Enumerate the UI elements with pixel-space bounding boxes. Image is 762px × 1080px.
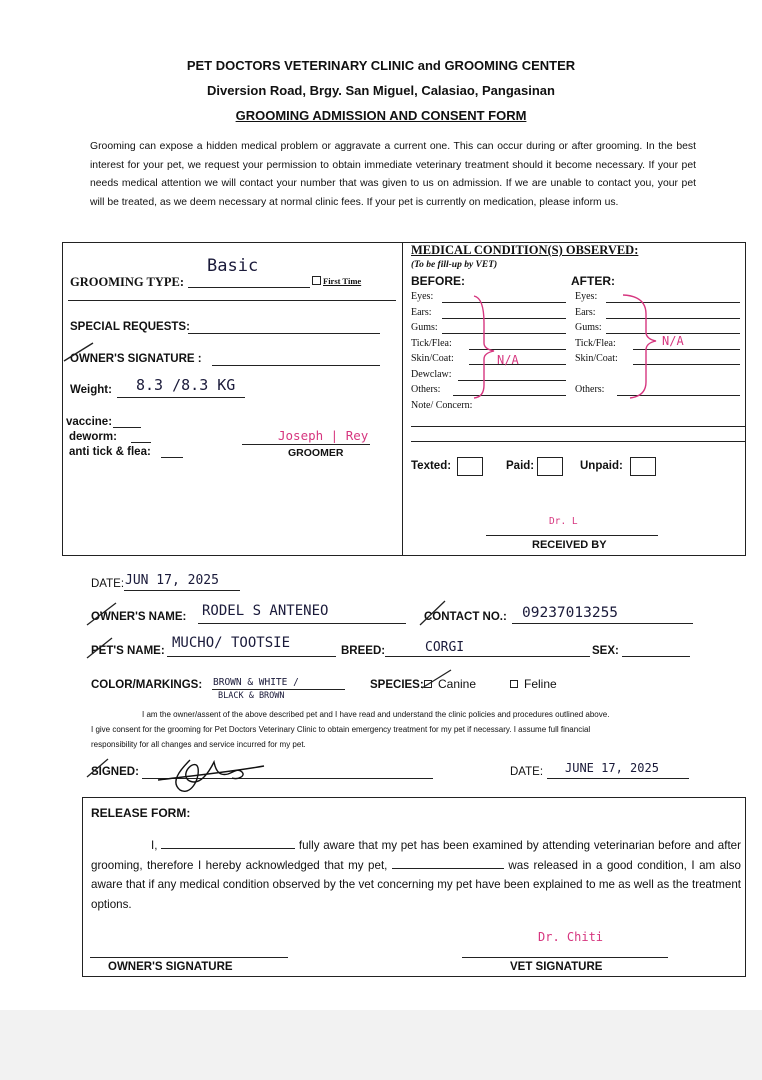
after-item-label: Tick/Flea: [575, 337, 616, 349]
paid-checkbox[interactable] [537, 457, 563, 476]
owner-signature-field[interactable] [212, 365, 380, 366]
special-requests-label: SPECIAL REQUESTS: [70, 321, 190, 333]
before-item-label: Eyes: [411, 291, 434, 302]
owner-name-label: OWNER'S NAME: [91, 611, 187, 623]
consent-line-1: I am the owner/assent of the above described pet and I have read and understand the clinic policies and procedures outlined above. [142, 710, 610, 719]
intro-paragraph: Grooming can expose a hidden medical problem or aggravate a current one. This can occur during or after grooming. In the best interest for your pet, we request your permission to obtain immediate veterinary treatment should it become necessary. If your pet needs medical attention we will contact your number that was given to us on admission. If we are unable to contact you, your pet will be treated, as we deem necessary at normal clinic fees. If your pet is currently on medication, please inform us. [90, 141, 696, 208]
release-text-1: I, [151, 839, 158, 852]
check-mark-icon [85, 600, 119, 628]
before-item-field[interactable] [442, 302, 566, 303]
date-value[interactable]: JUN 17, 2025 [125, 573, 219, 588]
form-title: GROOMING ADMISSION AND CONSENT FORM [235, 108, 527, 123]
after-item-label: Gums: [575, 322, 602, 333]
vaccine-label: vaccine: [66, 416, 113, 428]
after-na[interactable]: N/A [662, 334, 684, 348]
before-heading: BEFORE: [411, 274, 465, 288]
release-owner-signature-label: OWNER'S SIGNATURE [108, 961, 233, 973]
signed-label: SIGNED: [91, 766, 139, 778]
check-mark-icon [85, 635, 115, 661]
before-item-label: Tick/Flea: [411, 337, 452, 349]
release-text-3: was released in a good condition, I am also aware that if any medical condition observed by the vet concerning my pet have been explained to me as well as the treatment options. [91, 858, 741, 911]
before-item-label: Note/ Concern: [411, 399, 473, 411]
before-item-field[interactable] [442, 318, 566, 319]
release-paragraph [91, 836, 741, 914]
release-owner-signature-field[interactable] [90, 957, 288, 958]
received-by-label: RECEIVED BY [532, 539, 607, 551]
breed-value[interactable]: CORGI [425, 640, 465, 655]
before-item-label: Skin/Coat: [411, 353, 454, 364]
sex-label: SEX: [592, 645, 619, 657]
consent-line-2: I give consent for the grooming for Pet Doctors Veterinary Clinic to obtain emergency treatment for my pet if necessary. I assume full financial [91, 725, 591, 734]
unpaid-label: Unpaid: [580, 460, 623, 472]
deworm-label: deworm: [69, 431, 117, 443]
before-item-label: Ears: [411, 306, 432, 318]
groomer-label: GROOMER [288, 447, 344, 459]
sex-field[interactable] [622, 656, 690, 657]
check-mark-icon [85, 756, 111, 780]
after-bracket [620, 292, 660, 400]
after-item-label: Others: [575, 384, 605, 395]
section-divider [402, 242, 403, 556]
color-value-1[interactable]: BROWN & WHITE / [213, 677, 299, 688]
before-item-label: Gums: [411, 322, 438, 333]
contact-label: CONTACT NO.: [424, 611, 507, 623]
feline-label: Feline [524, 677, 557, 691]
unpaid-checkbox[interactable] [630, 457, 656, 476]
texted-label: Texted: [411, 460, 452, 472]
first-time-checkbox[interactable] [312, 276, 321, 285]
signed-date-value[interactable]: JUNE 17, 2025 [565, 761, 659, 775]
check-mark-icon [418, 598, 448, 628]
before-na[interactable]: N/A [497, 353, 519, 367]
color-label: COLOR/MARKINGS: [91, 679, 203, 691]
grooming-type-label: GROOMING TYPE: [70, 275, 185, 289]
vet-signature-label: VET SIGNATURE [510, 961, 603, 973]
before-bracket [470, 293, 500, 401]
owner-signature-label: OWNER'S SIGNATURE : [70, 353, 202, 365]
release-text-2: fully aware that my pet has been examined by attending veterinarian before and after grooming, therefore I hereby acknowledged that my pet, [91, 839, 741, 872]
texted-checkbox[interactable] [457, 457, 483, 476]
check-mark-icon [62, 340, 96, 364]
vet-signature-value[interactable]: Dr. Chiti [538, 930, 604, 944]
date-label: DATE: [91, 578, 125, 590]
first-time-label: First Time [323, 276, 362, 286]
owner-name-value[interactable]: RODEL S ANTENEO [202, 603, 329, 619]
before-item-field[interactable] [442, 333, 566, 334]
feline-checkbox[interactable] [510, 680, 518, 688]
special-requests-field[interactable] [188, 333, 380, 334]
after-heading: AFTER: [571, 274, 615, 288]
medical-subtitle: (To be fill-up by VET) [411, 260, 498, 270]
breed-label: BREED: [341, 645, 386, 657]
before-item-label: Others: [411, 384, 441, 395]
pet-name-value[interactable]: MUCHO/ TOOTSIE [172, 635, 291, 651]
grooming-type-value[interactable]: Basic [207, 256, 259, 276]
received-by-signature[interactable]: Dr. L [549, 516, 578, 527]
canine-label: Canine [438, 677, 477, 691]
groomer-name[interactable]: Joseph | Rey [278, 428, 369, 443]
before-item-label: Dewclaw: [411, 368, 452, 380]
signed-date-label: DATE: [510, 766, 544, 778]
owner-signature-drawing[interactable] [150, 750, 270, 798]
after-item-label: Skin/Coat: [575, 353, 618, 364]
weight-label: Weight: [70, 384, 112, 396]
anti-tick-label: anti tick & flea: [69, 446, 151, 458]
contact-value[interactable]: 09237013255 [522, 605, 619, 621]
release-name-blank[interactable] [161, 837, 295, 849]
pet-name-label: PET'S NAME: [91, 645, 165, 657]
after-item-label: Ears: [575, 306, 596, 318]
release-form-title: RELEASE FORM: [91, 806, 191, 820]
clinic-address: Diversion Road, Brgy. San Miguel, Calasiao, Pangasinan [207, 83, 555, 98]
weight-value[interactable]: 8.3 /8.3 KG [136, 376, 236, 394]
after-item-label: Eyes: [575, 291, 598, 302]
paid-label: Paid: [506, 460, 535, 472]
release-pet-blank[interactable] [392, 857, 504, 869]
color-value-2[interactable]: BLACK & BROWN [218, 691, 285, 701]
species-label: SPECIES: [370, 679, 424, 691]
consent-line-3: responsibility for all changes and service incurred for my pet. [91, 740, 306, 749]
clinic-name: PET DOCTORS VETERINARY CLINIC and GROOMING CENTER [186, 58, 576, 73]
medical-title: MEDICAL CONDITION(S) OBSERVED: [411, 243, 639, 257]
